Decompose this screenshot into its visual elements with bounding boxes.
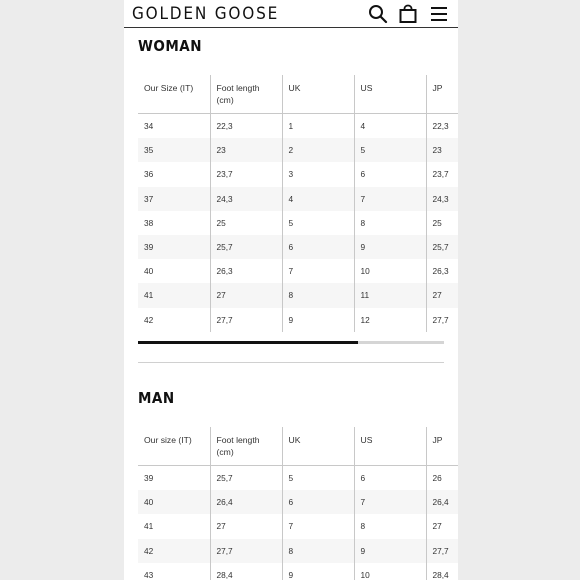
table-cell: 11: [354, 283, 426, 307]
table-row: [138, 259, 458, 283]
table-cell: 42: [144, 314, 154, 325]
table-cell: 6: [354, 466, 426, 491]
table-cell: 3: [282, 162, 354, 186]
woman-size-table-scroller[interactable]: [138, 75, 458, 333]
table-row: [138, 539, 458, 563]
table-cell: 41: [138, 283, 210, 307]
column-header: UK: [282, 427, 354, 466]
table-row: [138, 211, 458, 235]
table-cell: 28,4: [210, 563, 282, 580]
woman-table-scrollbar[interactable]: [138, 341, 444, 344]
table-cell: 36: [144, 169, 154, 180]
table-cell: 22,3: [426, 114, 458, 139]
table-cell: 7: [354, 187, 426, 211]
table-cell: 27: [426, 514, 458, 538]
table-cell: 7: [282, 259, 354, 283]
table-cell: 39: [144, 473, 154, 484]
table-cell: 35: [138, 138, 210, 162]
table-cell: 4: [354, 114, 426, 139]
table-cell: 28,4: [426, 563, 458, 580]
table-cell: 22,3: [210, 114, 282, 139]
table-row: [138, 490, 458, 514]
table-cell: 25,7: [426, 235, 458, 259]
column-header: US: [354, 75, 426, 114]
man-section-title: MAN: [138, 389, 175, 407]
table-cell: 6: [282, 235, 354, 259]
table-cell: 10: [354, 259, 426, 283]
table-cell: 27: [210, 514, 282, 538]
table-cell: 27: [210, 283, 282, 307]
table-cell: 25: [210, 211, 282, 235]
section-divider: [138, 362, 444, 363]
table-cell: 9: [354, 539, 426, 563]
woman-section-title: WOMAN: [138, 37, 203, 55]
table-cell: 8: [282, 539, 354, 563]
column-header: JP: [426, 427, 458, 466]
table-cell: 12: [354, 308, 426, 332]
table-cell: 26,4: [210, 490, 282, 514]
table-cell: 27,7: [426, 308, 458, 332]
table-cell: 2: [282, 138, 354, 162]
table-cell: 27,7: [426, 539, 458, 563]
table-cell: 23: [426, 138, 458, 162]
column-header: Foot length (cm): [210, 427, 282, 466]
man-size-table-scroller[interactable]: [138, 427, 458, 580]
shopping-bag-icon[interactable]: [398, 4, 418, 24]
table-cell: 5: [282, 211, 354, 235]
table-cell: 34: [144, 121, 154, 132]
table-cell: 1: [282, 114, 354, 139]
table-cell: 24,3: [210, 187, 282, 211]
table-row: [138, 235, 458, 259]
table-cell: 9: [282, 308, 354, 332]
table-cell: 24,3: [426, 187, 458, 211]
table-row: [138, 283, 458, 307]
table-row: [138, 114, 458, 139]
table-row: [138, 138, 458, 162]
table-cell: 7: [282, 514, 354, 538]
table-cell: 26,3: [426, 259, 458, 283]
column-header: JP: [426, 75, 458, 114]
site-header: [124, 0, 458, 28]
table-row: [138, 563, 458, 580]
table-cell: 37: [138, 187, 210, 211]
table-cell: 27,7: [210, 539, 282, 563]
table-cell: 6: [354, 162, 426, 186]
column-header: US: [354, 427, 426, 466]
table-row: [138, 187, 458, 211]
size-guide-panel: [124, 0, 458, 580]
table-cell: 8: [282, 283, 354, 307]
table-cell: 23,7: [210, 162, 282, 186]
table-cell: 6: [282, 490, 354, 514]
table-cell: 5: [354, 138, 426, 162]
man-size-table: [138, 427, 458, 580]
table-cell: 27: [426, 283, 458, 307]
table-cell: 9: [354, 235, 426, 259]
table-cell: 8: [354, 211, 426, 235]
column-header: UK: [282, 75, 354, 114]
table-cell: 38: [144, 217, 154, 228]
table-cell: 9: [282, 563, 354, 580]
column-header: Our size (IT): [138, 427, 210, 466]
column-header: Foot length (cm): [210, 75, 282, 114]
table-cell: 40: [144, 266, 154, 277]
table-cell: 8: [354, 514, 426, 538]
hamburger-menu-icon[interactable]: [429, 4, 449, 24]
table-cell: 10: [354, 563, 426, 580]
table-cell: 26,4: [426, 490, 458, 514]
table-cell: 25,7: [210, 466, 282, 491]
search-icon[interactable]: [368, 4, 388, 24]
scrollbar-thumb[interactable]: [138, 341, 358, 344]
table-cell: 42: [138, 539, 210, 563]
column-header: Our Size (IT): [138, 75, 210, 114]
table-row: [138, 308, 458, 332]
brand-logo[interactable]: GOLDEN GOOSE: [132, 4, 280, 24]
table-cell: 26: [426, 466, 458, 491]
table-row: [138, 162, 458, 186]
table-cell: 23: [210, 138, 282, 162]
table-row: [138, 466, 458, 491]
woman-size-table: [138, 75, 458, 332]
table-cell: 43: [144, 569, 154, 580]
table-cell: 5: [282, 466, 354, 491]
table-cell: 25: [426, 211, 458, 235]
table-cell: 40: [138, 490, 210, 514]
table-row: [138, 514, 458, 538]
table-cell: 41: [144, 521, 154, 532]
table-cell: 39: [138, 235, 210, 259]
table-cell: 4: [282, 187, 354, 211]
table-cell: 7: [354, 490, 426, 514]
table-cell: 23,7: [426, 162, 458, 186]
table-cell: 27,7: [210, 308, 282, 332]
table-cell: 25,7: [210, 235, 282, 259]
table-cell: 26,3: [210, 259, 282, 283]
